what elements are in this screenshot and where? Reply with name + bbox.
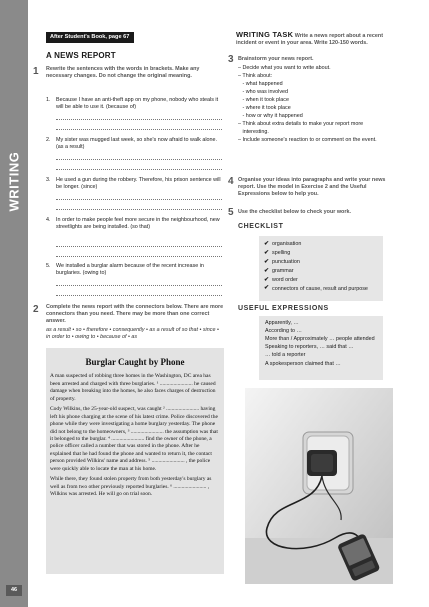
phone-charger-illustration: [245, 388, 393, 584]
exercise-1-number: 1: [33, 66, 39, 77]
writing-task-heading: WRITING TASK: [236, 30, 294, 39]
checklist-item[interactable]: ✔ organisation: [264, 241, 302, 248]
exercise-4-number: 4: [228, 176, 234, 187]
expression-item: More than / Approximately … people attended: [265, 336, 375, 343]
expression-item: According to …: [265, 328, 302, 335]
answer-line[interactable]: [56, 285, 222, 286]
exercise-3-instruction: Brainstorm your news report.: [238, 56, 314, 62]
exercise-5-number: 5: [228, 207, 234, 218]
checklist-item[interactable]: ✔ word order: [264, 276, 298, 283]
checkmark-icon: ✔: [264, 258, 270, 265]
answer-line[interactable]: [56, 295, 222, 296]
checkmark-icon: ✔: [264, 267, 270, 274]
article-paragraph: Cody Wilkins, the 25-year-old suspect, was caught ² ........................ having left his phone charging at the scene of his latest crime. Police discovered the phone while they were investigating a home burglary yesterday. The phone did not belong to the homeowners, ³ ........................ the assumption was that it belonged to the burglar. ⁴ ........................ find the owner of the phone, a police officer called a number that was stored in the phone. After he explained that he had found the phone and wanted to return it, the contact person provided Wilkins' name and address. ⁵ ........................ , the police were quickly able to locate the man at his home.: [50, 406, 218, 472]
checkmark-icon: ✔: [264, 241, 270, 247]
article-paragraph: While there, they found stolen property from both yesterday's burglary as well as from two other previously reported burglaries. ⁶ ........................ , Wilkins was arrested. He will go on trial soon.: [50, 476, 212, 498]
useful-expressions-heading: USEFUL EXPRESSIONS: [238, 305, 329, 312]
section-title: A NEWS REPORT: [46, 51, 116, 60]
checklist-panel: [259, 236, 383, 301]
phone-charger-photo: [245, 388, 393, 584]
exercise-1-item-2: 2. My sister was mugged last week, so she's now afraid to walk alone. (as a result): [46, 137, 218, 151]
writing-task-text: Write a news report about a recent incident or event in your area. Write 120-150 words.: [236, 33, 384, 47]
exercise-1-item-3: 3. He used a gun during the robbery. Therefore, his prison sentence will be longer. (since): [46, 177, 221, 191]
article-paragraph: A man suspected of robbing three homes in the Washington, DC area has been arrested and charged with three burglaries. ¹ ........................ he caused damage when breaking into the homes, he also faces charges of destruction of property.: [50, 373, 216, 402]
list-item: – Think about:: [238, 73, 273, 79]
answer-line[interactable]: [56, 209, 222, 210]
expression-item: A spokesperson claimed that …: [265, 360, 341, 367]
answer-line[interactable]: [56, 119, 222, 120]
useful-expressions-panel: [259, 316, 383, 380]
list-item: - how or why it happened: [238, 113, 303, 119]
checkmark-icon: ✔: [264, 276, 270, 283]
exercise-1-item-1: 1. Because I have an anti-theft app on my phone, nobody who steals it will be able to use it. (because of): [46, 97, 219, 111]
sidebar-label: WRITING: [6, 152, 22, 212]
answer-line[interactable]: [56, 256, 222, 257]
list-item: – Decide what you want to write about.: [238, 65, 331, 71]
list-item: – Think about extra details to make your report more: [238, 121, 364, 127]
list-item: interesting.: [238, 129, 269, 135]
answer-line[interactable]: [56, 159, 222, 160]
checkmark-icon: ✔: [264, 249, 270, 256]
article-title: Burglar Caught by Phone: [85, 357, 185, 367]
news-article: [46, 348, 224, 574]
exercise-3-number: 3: [228, 54, 234, 65]
answer-line[interactable]: [56, 129, 222, 130]
list-item: - what happened: [238, 81, 283, 87]
checkmark-icon: ✔: [264, 285, 270, 292]
answer-line[interactable]: [56, 169, 222, 170]
expression-item: … told a reporter: [265, 352, 306, 359]
connector-word-bank: as a result • so • therefore • consequently • as a result of so that • since • in order to • owing to • because of • as: [46, 327, 219, 341]
list-item: – Include someone's reaction to or comment on the event.: [238, 137, 377, 143]
exercise-1-instruction: Rewrite the sentences with the words in brackets. Make any necessary changes. Do not change the original meaning.: [46, 66, 200, 80]
exercise-1-item-5: 5. We installed a burglar alarm because of the recent increase in burglaries. (owing to): [46, 263, 204, 277]
page-number: 46: [6, 585, 22, 596]
sidebar: [0, 0, 28, 607]
checklist-item[interactable]: ✔ connectors of cause, result and purpose: [264, 285, 368, 292]
student-book-reference: After Student's Book, page 67: [46, 32, 134, 43]
list-item: - who was involved: [238, 89, 289, 95]
answer-line[interactable]: [56, 246, 222, 247]
expression-item: Speaking to reporters, … said that …: [265, 344, 354, 351]
brainstorm-list: [238, 64, 400, 144]
exercise-2-instruction: Complete the news report with the connectors below. There are more connectors than you need. There may be more than one correct answer.: [46, 304, 224, 325]
expression-item: Apparently, …: [265, 320, 299, 326]
answer-line[interactable]: [56, 199, 222, 200]
list-item: - when it took place: [238, 97, 289, 103]
checklist-item[interactable]: ✔ spelling: [264, 249, 291, 257]
checklist-item[interactable]: ✔ grammar: [264, 267, 294, 275]
exercise-4-instruction: Organise your ideas into paragraphs and write your news report. Use the model in Exercise 2 and the Useful Expressions below to help you.: [238, 177, 386, 198]
checklist-heading: CHECKLIST: [238, 223, 284, 230]
list-item: - where it took place: [238, 105, 291, 111]
exercise-1-item-4: 4. In order to make people feel more secure in the neighbourhood, new streetlights are being installed. (so that): [46, 217, 220, 231]
checklist-item[interactable]: ✔ punctuation: [264, 258, 300, 266]
writing-task: [236, 30, 396, 47]
exercise-5-instruction: Use the checklist below to check your work.: [238, 209, 351, 215]
exercise-2-number: 2: [33, 304, 39, 315]
